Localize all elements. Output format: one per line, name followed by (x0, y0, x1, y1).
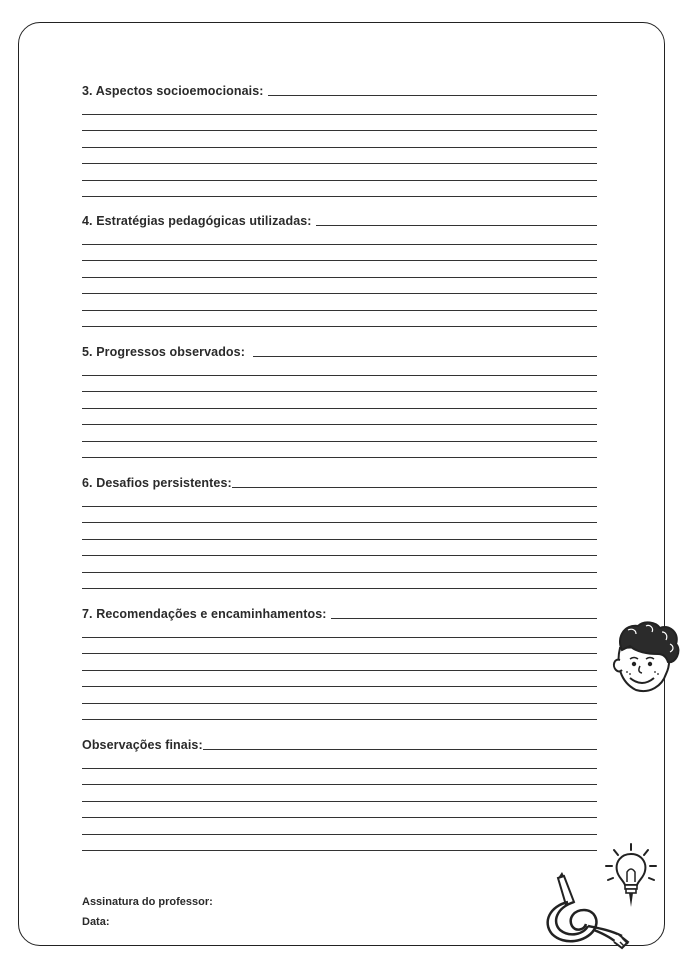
answer-line[interactable] (331, 618, 597, 619)
section-heading: Observações finais: (82, 738, 203, 752)
answer-line[interactable] (82, 752, 597, 769)
answer-line[interactable] (82, 425, 597, 442)
answer-line[interactable] (253, 356, 597, 357)
answer-line[interactable] (82, 392, 597, 409)
section-challenges (82, 474, 597, 589)
answer-line[interactable] (82, 261, 597, 278)
answer-line[interactable] (82, 115, 597, 132)
answer-line[interactable] (82, 573, 597, 590)
answer-line[interactable] (82, 278, 597, 295)
answer-line[interactable] (82, 835, 597, 852)
answer-line[interactable] (82, 540, 597, 557)
answer-line[interactable] (82, 638, 597, 655)
section-heading: 5. Progressos observados: (82, 345, 245, 359)
answer-line[interactable] (82, 818, 597, 835)
section-socioemotional (82, 82, 597, 197)
answer-line[interactable] (82, 131, 597, 148)
answer-line[interactable] (82, 802, 597, 819)
section-final-observations (82, 736, 597, 851)
answer-line[interactable] (82, 409, 597, 426)
section-recommendations (82, 605, 597, 720)
answer-line[interactable] (82, 98, 597, 115)
answer-line[interactable] (82, 164, 597, 181)
answer-line[interactable] (203, 749, 597, 750)
section-heading: 6. Desafios persistentes: (82, 476, 232, 490)
answer-line[interactable] (82, 785, 597, 802)
date-label: Data: (82, 916, 110, 928)
answer-line[interactable] (82, 245, 597, 262)
answer-line[interactable] (82, 442, 597, 459)
answer-line[interactable] (82, 687, 597, 704)
signature-label: Assinatura do professor: (82, 896, 213, 908)
section-strategies (82, 212, 597, 327)
answer-line[interactable] (232, 487, 597, 488)
answer-line[interactable] (82, 704, 597, 721)
section-progress (82, 343, 597, 458)
answer-line[interactable] (82, 294, 597, 311)
answer-line[interactable] (82, 490, 597, 507)
answer-line[interactable] (82, 621, 597, 638)
answer-line[interactable] (82, 769, 597, 786)
answer-line[interactable] (82, 359, 597, 376)
face-doodle-icon (610, 620, 682, 696)
answer-line[interactable] (316, 225, 597, 226)
answer-line[interactable] (82, 556, 597, 573)
section-heading: 3. Aspectos socioemocionais: (82, 84, 264, 98)
answer-line[interactable] (82, 148, 597, 165)
answer-line[interactable] (82, 228, 597, 245)
answer-line[interactable] (268, 95, 597, 96)
section-heading: 7. Recomendações e encaminhamentos: (82, 607, 327, 621)
section-heading: 4. Estratégias pedagógicas utilizadas: (82, 214, 312, 228)
answer-line[interactable] (82, 523, 597, 540)
answer-line[interactable] (82, 376, 597, 393)
pencil-swirl-icon (540, 872, 634, 952)
answer-line[interactable] (82, 181, 597, 198)
answer-line[interactable] (82, 311, 597, 328)
answer-line[interactable] (82, 671, 597, 688)
answer-line[interactable] (82, 654, 597, 671)
answer-line[interactable] (82, 507, 597, 524)
